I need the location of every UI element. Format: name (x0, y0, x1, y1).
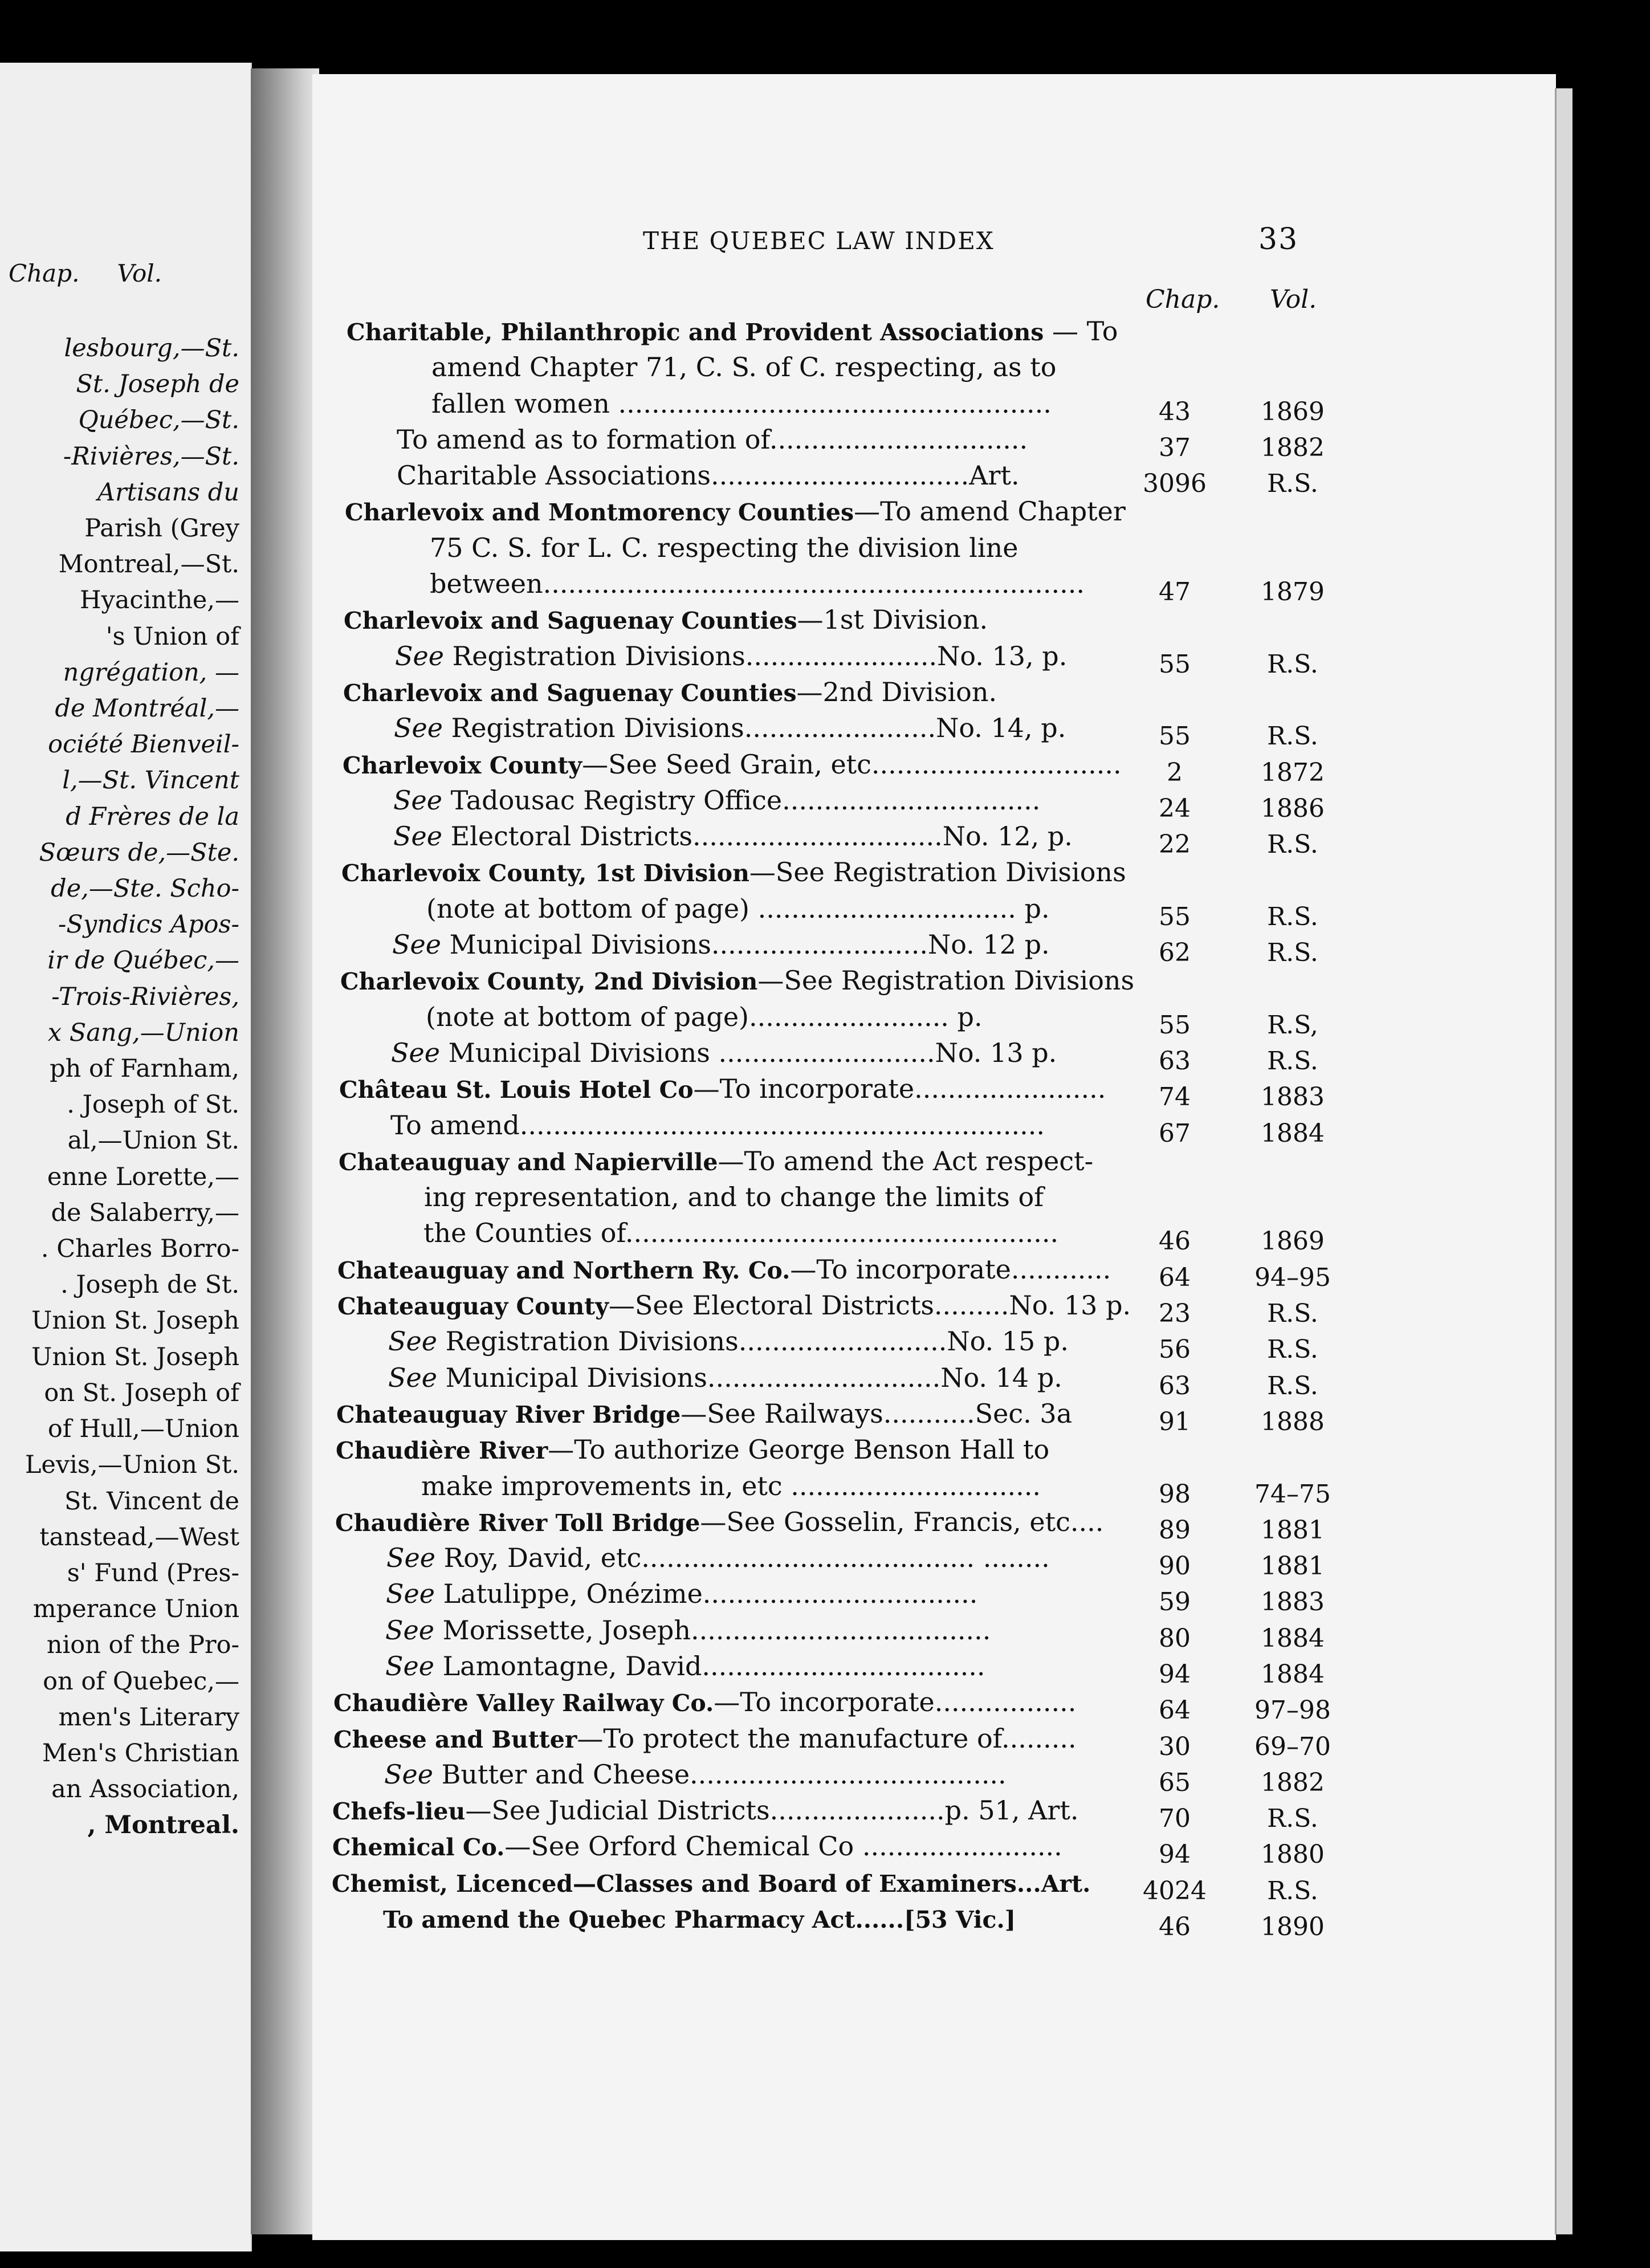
index-entry-row (312, 1288, 1556, 1329)
entry-body: amend Chapter 71, C. S. of C. respecting, as to (431, 352, 1057, 383)
entry-volume: 74–75 (1254, 1479, 1331, 1509)
index-entry-row (312, 1613, 1556, 1653)
entry-text (397, 422, 1028, 458)
page-edge (1555, 88, 1572, 2234)
entry-body: Morissette, Joseph.................................... (434, 1614, 991, 1646)
entry-body: between................................................................. (430, 568, 1085, 600)
entry-chapter: 46 (1159, 1912, 1191, 1942)
previous-page-line: of Hull,—Union (47, 1415, 239, 1444)
previous-page-line: al,—Union St. (67, 1126, 239, 1155)
previous-page-line: . Joseph of St. (67, 1090, 239, 1119)
entry-body: Tadousac Registry Office............................... (442, 784, 1041, 816)
entry-chapter: 2 (1167, 758, 1183, 787)
entry-heading: To amend the Quebec Pharmacy Act......[53 Vic.] (383, 1906, 1016, 1934)
see-reference: See (388, 1362, 437, 1393)
entry-chapter: 23 (1159, 1299, 1191, 1329)
previous-page-line: -Syndics Apos- (58, 910, 239, 939)
entry-body: —See Judicial Districts.....................p. 51, Art. (465, 1795, 1079, 1826)
previous-page-line: Union St. Joseph (31, 1306, 239, 1335)
entry-text (332, 1793, 1078, 1830)
entry-volume: 1883 (1261, 1587, 1325, 1617)
previous-page-line: x Sang,—Union (47, 1018, 239, 1047)
previous-page-line: Men's Christian (42, 1738, 239, 1768)
index-entry-row (312, 386, 1556, 426)
entry-heading: Chaudière River Toll Bridge (335, 1509, 700, 1537)
index-entry-row (312, 349, 1556, 385)
entry-heading: Chateauguay and Napierville (339, 1148, 718, 1176)
previous-page-line: St. Vincent de (64, 1487, 239, 1516)
entry-body: Registration Divisions.........................No. 15 p. (437, 1326, 1069, 1357)
index-entry-row (312, 566, 1556, 607)
entry-body: —To amend Chapter (854, 496, 1126, 527)
entry-body: —See Gosselin, Francis, etc.... (700, 1506, 1104, 1537)
entry-text (388, 1324, 1069, 1359)
entry-body: Municipal Divisions............................No. 14 p. (437, 1362, 1062, 1393)
entry-volume: R.S. (1267, 902, 1318, 931)
previous-page-line: Union St. Joseph (31, 1342, 239, 1371)
index-entry-row (312, 854, 1556, 890)
entry-body: 75 C. S. for L. C. respecting the division line (430, 532, 1018, 563)
entry-chapter: 37 (1159, 433, 1191, 462)
entry-body: the Counties of.................................................... (423, 1218, 1059, 1249)
entry-volume: R.S. (1267, 830, 1318, 860)
entry-volume: 1888 (1261, 1407, 1325, 1436)
entry-text (426, 999, 983, 1035)
entry-body: —To amend the Act respect- (718, 1145, 1094, 1176)
entry-text (337, 1288, 1131, 1325)
entry-body: To amend............................................................... (390, 1109, 1045, 1141)
see-reference: See (395, 640, 444, 671)
previous-page-line: an Association, (51, 1775, 239, 1804)
entry-chapter: 24 (1159, 793, 1191, 823)
entry-text (345, 494, 1126, 531)
entry-text (336, 1396, 1072, 1433)
entry-heading: Chemist, Licenced—Classes and Board of Examiners...Art. (332, 1870, 1091, 1898)
entry-body: Lamontagne, David.................................. (434, 1650, 985, 1681)
entry-body: —To incorporate............ (790, 1253, 1111, 1285)
entry-text (339, 1071, 1106, 1108)
index-entry-row (312, 1215, 1556, 1256)
entry-heading: Chefs-lieu (332, 1798, 466, 1826)
entry-chapter: 94 (1159, 1659, 1191, 1689)
entry-body: —See Registration Divisions (749, 857, 1126, 888)
entry-chapter: 3096 (1143, 469, 1207, 499)
entry-body: —See Registration Divisions (757, 965, 1135, 996)
entry-text (431, 386, 1052, 422)
entry-text (390, 1107, 1045, 1143)
entry-body: Municipal Divisions ..........................No. 13 p. (439, 1037, 1057, 1068)
see-reference: See (385, 1614, 434, 1646)
entry-volume: 1883 (1261, 1082, 1325, 1112)
entry-volume: 1886 (1261, 793, 1325, 823)
entry-volume: R.S. (1267, 1299, 1318, 1329)
index-entry-row (312, 1396, 1556, 1436)
previous-page-line: on of Quebec,— (43, 1667, 239, 1696)
index-entry-row (312, 710, 1556, 751)
index-entry-row (312, 1107, 1556, 1148)
index-entry-row (312, 638, 1556, 679)
entry-volume: 1884 (1261, 1118, 1325, 1148)
chap-column-header: Chap. (1146, 285, 1220, 314)
entry-text (386, 1576, 977, 1612)
entry-volume: R.S. (1267, 938, 1318, 968)
entry-chapter: 43 (1159, 397, 1191, 426)
entry-body: —To incorporate....................... (693, 1073, 1106, 1105)
entry-text (341, 854, 1126, 891)
index-entry-row (312, 1360, 1556, 1400)
entry-text (333, 1721, 1077, 1758)
index-entry-row (312, 1793, 1556, 1834)
entry-heading: Cheese and Butter (333, 1725, 577, 1753)
entry-text (397, 458, 1020, 494)
entry-text (339, 1143, 1093, 1180)
entry-body: Butter and Cheese...................................... (433, 1758, 1007, 1790)
previous-page-line: . Charles Borro- (40, 1235, 239, 1264)
entry-text (344, 602, 988, 639)
entry-body: Roy, David, etc........................................ ........ (435, 1542, 1050, 1574)
entry-heading: Charlevoix and Saguenay Counties (344, 607, 797, 635)
index-entry-row (312, 1721, 1556, 1761)
previous-page-line: d Frères de la (66, 802, 239, 831)
previous-page-line: -Rivières,—St. (63, 442, 239, 471)
index-entries (312, 313, 1556, 1942)
entry-text (394, 710, 1066, 746)
previous-page-line: 's Union of (105, 622, 239, 651)
entry-chapter: 22 (1159, 830, 1191, 860)
entry-text (386, 1540, 1050, 1576)
entry-heading: Charlevoix County, 2nd Division (340, 968, 758, 996)
entry-chapter: 64 (1159, 1696, 1191, 1725)
entry-body: (note at bottom of page)........................ p. (426, 1001, 983, 1032)
entry-text (336, 1432, 1049, 1469)
entry-chapter: 63 (1159, 1371, 1191, 1400)
previous-page-line: mperance Union (32, 1595, 239, 1624)
entry-text (332, 1829, 1062, 1866)
entry-chapter: 90 (1159, 1552, 1191, 1581)
entry-text (337, 1252, 1111, 1289)
entry-volume: 94–95 (1254, 1263, 1331, 1292)
previous-page-line: s' Fund (Pres- (67, 1558, 239, 1587)
index-entry-row (312, 1576, 1556, 1617)
entry-body: —To authorize George Benson Hall to (548, 1434, 1050, 1465)
entry-body: —To protect the manufacture of......... (577, 1723, 1077, 1754)
previous-page-vol-header: Vol. (117, 259, 162, 287)
running-title: THE QUEBEC LAW INDEX (643, 227, 995, 255)
entry-text (392, 927, 1050, 963)
entry-text (385, 1648, 985, 1684)
entry-chapter: 98 (1159, 1479, 1191, 1509)
entry-volume: 1882 (1261, 433, 1325, 462)
entry-body: Charitable Associations...............................Art. (397, 460, 1020, 491)
entry-chapter: 64 (1159, 1263, 1191, 1292)
index-entry-row (312, 999, 1556, 1040)
index-entry-row (312, 963, 1556, 999)
entry-chapter: 80 (1159, 1623, 1191, 1653)
entry-volume: R.S. (1267, 1335, 1318, 1365)
index-entry-row (312, 674, 1556, 710)
previous-page-line: tanstead,—West (39, 1522, 239, 1552)
index-entry-row (312, 1648, 1556, 1689)
see-reference: See (386, 1578, 435, 1610)
entry-volume: R.S. (1267, 1804, 1318, 1834)
previous-page-line: -Trois-Rivières, (51, 982, 239, 1011)
previous-page-line: Levis,—Union St. (25, 1451, 239, 1480)
entry-text (333, 1684, 1076, 1721)
entry-volume: 1890 (1261, 1912, 1325, 1942)
entry-chapter: 63 (1159, 1046, 1191, 1076)
entry-text (347, 313, 1118, 351)
entry-volume: 1872 (1261, 758, 1325, 787)
entry-chapter: 55 (1159, 649, 1191, 679)
entry-heading: Charlevoix County, 1st Division (341, 860, 749, 887)
index-entry-row (312, 602, 1556, 638)
see-reference: See (384, 1758, 433, 1790)
entry-volume: R.S. (1267, 1046, 1318, 1076)
entry-body: Municipal Divisions..........................No. 12 p. (441, 929, 1050, 960)
previous-page-line: de Montréal,— (55, 694, 239, 723)
entry-heading: Chateauguay County (337, 1293, 609, 1321)
see-reference: See (388, 1326, 437, 1357)
index-entry-row (312, 1035, 1556, 1076)
entry-heading: Chaudière Valley Railway Co. (333, 1689, 714, 1717)
index-entry-row (312, 1829, 1556, 1870)
entry-chapter: 74 (1159, 1082, 1191, 1112)
entry-volume: 1879 (1261, 577, 1325, 607)
previous-page-line: St. Joseph de (76, 370, 239, 399)
entry-volume: R.S. (1267, 1371, 1318, 1400)
entry-chapter: 55 (1159, 1010, 1191, 1040)
index-entry-row (312, 1901, 1556, 1942)
index-entry-row (312, 1071, 1556, 1112)
entry-text (383, 1901, 1016, 1938)
entry-heading: Charitable, Philanthropic and Provident Associations (347, 319, 1044, 346)
entry-text (388, 1360, 1062, 1396)
entry-body: To amend as to formation of............................... (397, 424, 1028, 455)
previous-page-line: l,—St. Vincent (62, 766, 239, 795)
entry-chapter: 94 (1159, 1840, 1191, 1870)
previous-page-line: ociété Bienveil- (48, 730, 239, 759)
entry-chapter: 62 (1159, 938, 1191, 968)
entry-volume: 1881 (1261, 1552, 1325, 1581)
entry-text (421, 1468, 1041, 1504)
entry-chapter: 46 (1159, 1227, 1191, 1256)
index-entry-row (312, 1143, 1556, 1179)
entry-heading: Charlevoix County (343, 751, 582, 779)
entry-volume: 1880 (1261, 1840, 1325, 1870)
entry-volume: R.S. (1267, 722, 1318, 751)
entry-text (395, 638, 1067, 674)
entry-heading: Charlevoix and Saguenay Counties (343, 679, 797, 707)
previous-page-column-headers (9, 259, 237, 287)
entry-body: —To incorporate................. (714, 1687, 1077, 1718)
entry-body: —See Railways...........Sec. 3a (681, 1398, 1073, 1429)
index-entry-row (312, 1504, 1556, 1545)
entry-body: Registration Divisions.......................No. 13, p. (443, 640, 1068, 671)
entry-body: —See Orford Chemical Co ........................ (504, 1831, 1062, 1862)
vol-column-header: Vol. (1270, 285, 1317, 314)
entry-volume: 1869 (1261, 1227, 1325, 1256)
entry-chapter: 55 (1159, 902, 1191, 931)
entry-text (343, 747, 1122, 784)
previous-page-line: Hyacinthe,— (79, 586, 239, 615)
see-reference: See (394, 712, 443, 744)
previous-page-line: Artisans du (97, 478, 239, 507)
previous-page-line: men's Literary (58, 1703, 239, 1732)
previous-page-chap-header: Chap. (9, 259, 80, 287)
entry-volume: 1869 (1261, 397, 1325, 426)
entry-text (431, 349, 1056, 385)
entry-body: Electoral Districts..............................No. 12, p. (442, 821, 1073, 852)
entry-chapter: 59 (1159, 1587, 1191, 1617)
entry-heading: Château St. Louis Hotel Co (339, 1076, 694, 1104)
entry-text (332, 1865, 1090, 1902)
entry-body: —2nd Division. (796, 676, 997, 707)
previous-page-line: de,—Ste. Scho- (51, 874, 239, 903)
index-entry-row (312, 1684, 1556, 1725)
entry-text (385, 1613, 991, 1648)
previous-page-line: ir de Québec,— (47, 946, 239, 975)
entry-body: — To (1044, 316, 1118, 347)
index-entry-row (312, 1865, 1556, 1905)
previous-page-line: on St. Joseph of (44, 1378, 239, 1407)
index-entry-row (312, 494, 1556, 530)
entry-chapter: 89 (1159, 1515, 1191, 1545)
entry-chapter: 47 (1159, 577, 1191, 607)
index-entry-row (312, 819, 1556, 860)
see-reference: See (391, 1037, 440, 1068)
entry-body: Registration Divisions.......................No. 14, p. (442, 712, 1066, 744)
entry-chapter: 30 (1159, 1732, 1191, 1761)
entry-volume: 1884 (1261, 1659, 1325, 1689)
index-entry-row (312, 783, 1556, 823)
index-entry-row (312, 458, 1556, 499)
index-entry-row (312, 927, 1556, 968)
entry-body: fallen women .................................................... (431, 388, 1052, 419)
entry-volume: 1882 (1261, 1768, 1325, 1797)
entry-chapter: 55 (1159, 722, 1191, 751)
see-reference: See (393, 821, 442, 852)
previous-page-line: de Salaberry,— (51, 1198, 239, 1227)
entry-text (423, 1215, 1058, 1251)
entry-text (424, 1179, 1044, 1215)
entry-heading: Chemical Co. (332, 1834, 505, 1862)
previous-page-line: Sœurs de,—Ste. (39, 838, 239, 867)
entry-text (426, 891, 1050, 927)
entry-chapter: 4024 (1143, 1876, 1207, 1905)
see-reference: See (393, 784, 442, 816)
entry-text (430, 566, 1085, 602)
entry-body: make improvements in, etc .............................. (421, 1470, 1041, 1501)
entry-text (393, 819, 1073, 854)
entry-chapter: 65 (1159, 1768, 1191, 1797)
entry-heading: Charlevoix and Montmorency Counties (345, 499, 854, 527)
entry-body: ing representation, and to change the limits of (424, 1182, 1044, 1213)
index-entry-row (312, 1468, 1556, 1509)
entry-volume: 1881 (1261, 1515, 1325, 1545)
index-entry-row (312, 1324, 1556, 1365)
index-entry-row (312, 747, 1556, 787)
entry-volume: 69–70 (1254, 1732, 1331, 1761)
entry-volume: R.S, (1267, 1010, 1318, 1040)
previous-page-line: lesbourg,—St. (64, 334, 239, 363)
see-reference: See (392, 929, 441, 960)
entry-volume: R.S. (1267, 1876, 1318, 1905)
index-entry-row (312, 530, 1556, 566)
entry-heading: Chateauguay and Northern Ry. Co. (337, 1256, 791, 1284)
previous-page-line: Montreal,—St. (58, 550, 239, 579)
previous-page-line: Parish (Grey (84, 514, 239, 543)
previous-page-text (0, 331, 239, 1844)
entry-chapter: 70 (1159, 1804, 1191, 1834)
entry-body: —See Seed Grain, etc.............................. (582, 748, 1122, 780)
previous-page-line: nion of the Pro- (46, 1631, 239, 1660)
entry-body: (note at bottom of page) ............................... p. (426, 893, 1050, 924)
previous-page-line: ph of Farnham, (50, 1054, 239, 1084)
entry-text (384, 1757, 1007, 1793)
entry-heading: Chateauguay River Bridge (336, 1400, 681, 1428)
entry-text (393, 783, 1040, 819)
entry-chapter: 56 (1159, 1335, 1191, 1365)
entry-chapter: 91 (1159, 1407, 1191, 1436)
previous-page (0, 63, 252, 2251)
previous-page-line: . Joseph de St. (60, 1271, 239, 1300)
index-entry-row (312, 1432, 1556, 1468)
previous-page-line: Québec,—St. (78, 406, 239, 435)
previous-page-line: enne Lorette,— (47, 1162, 239, 1191)
entry-volume: R.S. (1267, 649, 1318, 679)
book-spine-shadow (251, 68, 319, 2234)
entry-text (340, 963, 1134, 1000)
entry-text (335, 1504, 1103, 1541)
entry-volume: 97–98 (1254, 1696, 1331, 1725)
index-entry-row (312, 1540, 1556, 1581)
entry-volume: 1884 (1261, 1623, 1325, 1653)
entry-text (430, 530, 1018, 566)
entry-body: Latulippe, Onézime................................. (434, 1578, 978, 1610)
entry-text (343, 674, 997, 711)
see-reference: See (385, 1650, 434, 1681)
index-entry-row (312, 1179, 1556, 1215)
previous-page-line: ngrégation, — (63, 658, 239, 687)
entry-text (391, 1035, 1057, 1071)
entry-body: —1st Division. (797, 604, 988, 636)
index-entry-row (312, 1757, 1556, 1797)
page-number: 33 (1258, 222, 1299, 256)
entry-chapter: 67 (1159, 1118, 1191, 1148)
index-entry-row (312, 891, 1556, 931)
see-reference: See (386, 1542, 435, 1574)
index-page (312, 74, 1556, 2240)
index-entry-row (312, 422, 1556, 462)
previous-page-line: , Montreal. (87, 1811, 239, 1840)
index-entry-row (312, 1252, 1556, 1292)
entry-volume: R.S. (1267, 469, 1318, 499)
entry-heading: Chaudière River (336, 1437, 548, 1465)
index-entry-row (312, 313, 1556, 349)
entry-body: —See Electoral Districts.........No. 13 p. (608, 1290, 1131, 1321)
